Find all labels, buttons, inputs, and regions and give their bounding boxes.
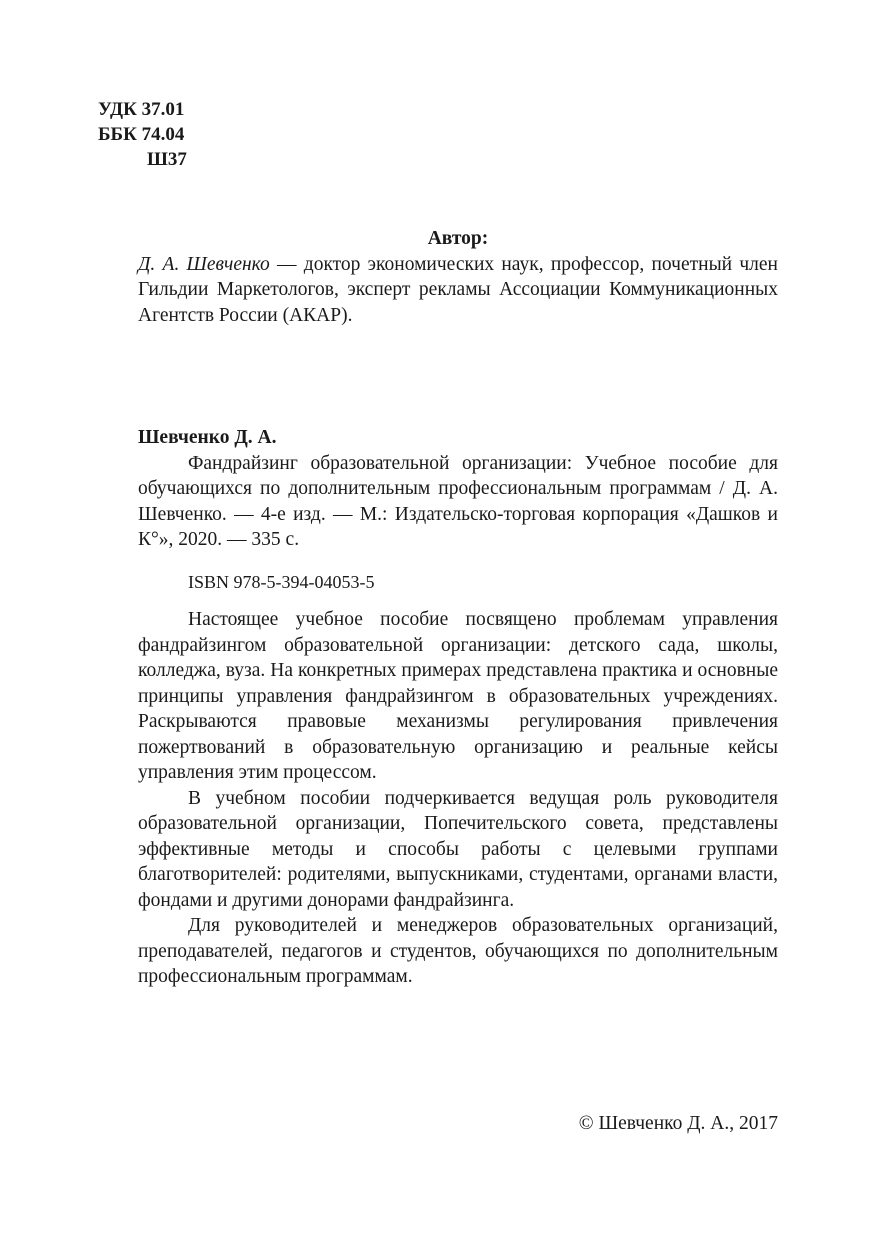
bibliographic-record — [138, 425, 778, 595]
author-name: Д. А. Шевченко — [138, 253, 270, 275]
isbn: ISBN 978-5-394-04053-5 — [188, 571, 375, 592]
author-mark: Ш37 — [147, 149, 187, 170]
annotation-paragraph: Настоящее учебное пособие посвящено проблемам управления фандрайзингом образовательной организации: детского сада, школы, колледжа, вуза. На конкретных примерах представлена практика и основные принципы управления фандрайзингом в образовательных учреждениях. Раскрываются правовые механизмы регулирования привлечения пожертвований в образовательную организацию и реальные кейсы управления этим процессом. — [138, 609, 778, 783]
biblio-author: Шевченко Д. А. — [138, 427, 277, 448]
annotation-paragraph: В учебном пособии подчеркивается ведущая роль руководителя образовательной организации, Попечительского совета, представлены эффективные методы и способы работы с целевыми группами благотворителей: родителями, выпускниками, студентами, органами власти, фондами и другими донорами фандрайзинга. — [138, 787, 778, 911]
annotation — [138, 607, 778, 990]
biblio-description: Фандрайзинг образовательной организации: Учебное пособие для обучающихся по дополнительным профессиональным программам / Д. А. Шевченко. — 4-е изд. — М.: Издательско-торговая корпорация «Дашков и К°», 2020. — 335 с. — [138, 452, 778, 550]
author-description — [138, 252, 778, 329]
author-heading: Автор: — [427, 228, 489, 249]
classification-codes — [98, 97, 187, 172]
annotation-paragraph: Для руководителей и менеджеров образовательных организаций, преподавателей, педагогов и студентов, обучающихся по дополнительным профессиональным программам. — [138, 915, 778, 987]
author-bio: — доктор экономических наук, профессор, почетный член Гильдии Маркетологов, эксперт рекламы Ассоциации Коммуникационных Агентств России (АКАР). — [138, 253, 778, 326]
bbk-code: ББК 74.04 — [98, 124, 185, 145]
udk-code: УДК 37.01 — [98, 99, 185, 120]
author-section — [138, 226, 778, 328]
copyright-notice: © Шевченко Д. А., 2017 — [578, 1113, 778, 1134]
